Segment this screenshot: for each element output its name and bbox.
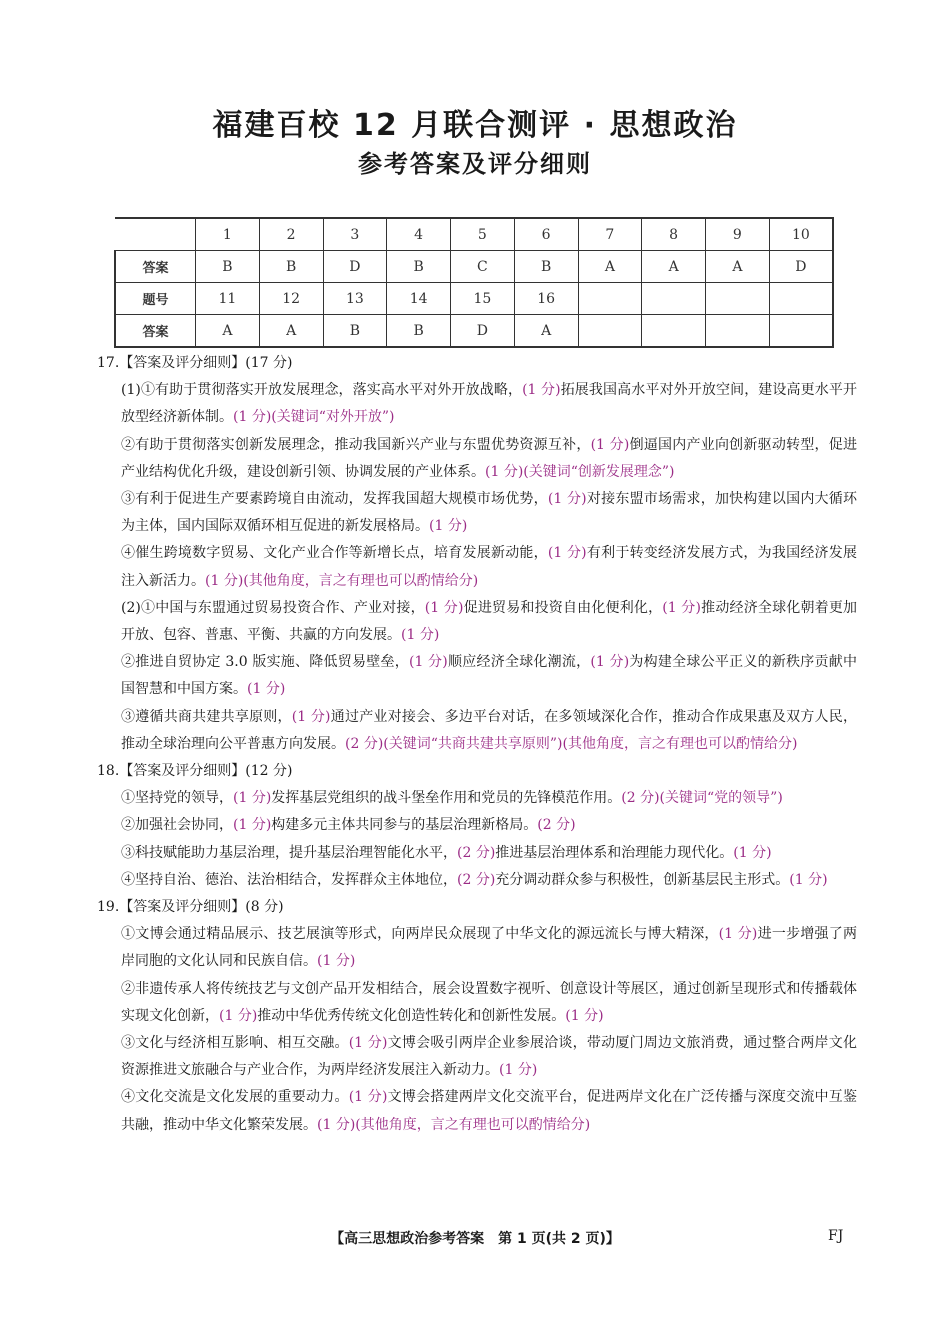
answer-text: ②非遗传承人将传统技艺与文创产品开发相结合，展会设置数字视听、创意设计等展区，通过创新呈现形式和传播载体实现文化创新， [121, 980, 857, 1024]
answer-text: ③文化与经济相互影响、相互交融。 [121, 1035, 349, 1052]
question-heading: 17.【答案及评分细则】(17 分) [97, 355, 293, 371]
score-note: (1 分) [789, 871, 828, 888]
score-note: (1 分) [733, 844, 772, 861]
table-cell: B [259, 251, 323, 283]
answer-paragraph [97, 486, 857, 540]
table-cell [769, 283, 833, 315]
answer-paragraph [97, 867, 857, 894]
answer-paragraph [97, 1030, 857, 1084]
table-cell: 3 [323, 218, 387, 251]
table-row [115, 218, 833, 251]
table-row [115, 283, 833, 315]
answer-paragraph [97, 1084, 857, 1138]
table-cell: 5 [451, 218, 515, 251]
table-cell: 2 [259, 218, 323, 251]
table-cell: A [642, 251, 706, 283]
score-note: (2 分) [457, 844, 496, 861]
table-cell: A [259, 315, 323, 348]
table-cell-label: 答案 [115, 315, 196, 348]
table-cell: D [451, 315, 515, 348]
score-note: (1 分) [401, 627, 440, 644]
table-cell: B [196, 251, 260, 283]
score-note: (1 分) [233, 790, 272, 807]
answer-text: 推进基层治理体系和治理能力现代化。 [495, 844, 734, 861]
answer-text: ③遵循共商共建共享原则， [121, 708, 292, 725]
table-cell: A [196, 315, 260, 348]
answer-text: 为构建全球公平正义的新秩序贡献中国智慧和中国方案。 [121, 654, 858, 698]
answer-table [114, 217, 834, 348]
answer-text: 顺应经济全球化潮流， [447, 654, 591, 671]
score-note: (1 分) [590, 436, 630, 453]
answer-text: ④文化交流是文化发展的重要动力。 [121, 1089, 349, 1106]
table-cell [706, 315, 770, 348]
answer-text: 对接东盟市场需求，加快构建以国内大循环为主体，国内国际双循环相互促进的新发展格局。 [121, 491, 858, 535]
table-cell: 6 [514, 218, 578, 251]
table-cell: A [706, 251, 770, 283]
answer-paragraph [97, 976, 857, 1030]
answer-text: 发挥基层党组织的战斗堡垒作用和党员的先锋模范作用。 [271, 790, 622, 807]
page-subtitle: 参考答案及评分细则 [358, 150, 592, 178]
table-cell: B [387, 315, 451, 348]
score-note: (1 分) [590, 654, 630, 671]
table-row [115, 251, 833, 283]
question-heading: 19.【答案及评分细则】(8 分) [97, 899, 284, 916]
score-note: (1 分)(关键词“创新发展理念”) [485, 463, 675, 480]
answer-text: 倒逼国内产业向创新驱动转型，促进产业结构优化升级，建设创新引领、协调发展的产业体系。 [121, 436, 858, 480]
answer-paragraph [97, 377, 857, 431]
answer-paragraph [97, 840, 857, 867]
table-cell: 11 [196, 283, 260, 315]
page-title: 福建百校 12 月联合测评 · 思想政治 [212, 108, 738, 143]
score-note: (1 分) [547, 545, 587, 562]
answer-text: 充分调动群众参与积极性，创新基层民主形式。 [495, 871, 790, 888]
score-note: (1 分) [247, 681, 286, 698]
table-cell: 12 [259, 283, 323, 315]
table-cell-label [115, 218, 196, 251]
table-cell: B [514, 251, 578, 283]
score-note: (1 分)(其他角度，言之有理也可以酌情给分) [317, 1116, 591, 1133]
score-note: (1 分) [565, 1007, 604, 1024]
answer-text: 进一步增强了两岸同胞的文化认同和民族自信。 [121, 926, 858, 970]
answer-paragraph [97, 649, 857, 703]
answer-text: ①坚持党的领导， [121, 790, 233, 807]
answer-paragraph [97, 921, 857, 975]
answer-paragraph [97, 704, 857, 758]
answer-text: 文博会吸引两岸企业参展洽谈，带动厦门周边文旅消费，通过整合两岸文化资源推进文旅融合与产业合作，为两岸经济发展注入新动力。 [121, 1035, 858, 1079]
score-note: (2 分)(关键词“共商共建共享原则”)(其他角度，言之有理也可以酌情给分) [345, 735, 798, 752]
score-note: (1 分) [424, 599, 464, 616]
score-note: (1 分)(关键词“对外开放”) [233, 409, 395, 426]
score-note: (1 分) [547, 491, 587, 508]
answer-text: 推动经济全球化朝着更加开放、包容、普惠、平衡、共赢的方向发展。 [121, 599, 858, 644]
score-note: (2 分) [457, 871, 496, 888]
answer-text: ①文博会通过精品展示、技艺展演等形式，向两岸民众展现了中华文化的源远流长与博大精深， [121, 926, 719, 943]
table-cell: A [514, 315, 578, 348]
table-cell [769, 315, 833, 348]
table-cell: A [578, 251, 642, 283]
table-cell [642, 315, 706, 348]
table-cell: 14 [387, 283, 451, 315]
table-cell: D [323, 251, 387, 283]
table-cell: 4 [387, 218, 451, 251]
answer-text: 文博会搭建两岸文化交流平台，促进两岸文化在广泛传播与深度交流中互鉴共融，推动中华文化繁荣发展。 [121, 1089, 858, 1133]
answer-text: 构建多元主体共同参与的基层治理新格局。 [271, 817, 538, 834]
question-heading: 18.【答案及评分细则】(12 分) [97, 763, 293, 780]
answer-text: ②推进自贸协定 3.0 版实施、降低贸易壁垒， [121, 654, 409, 671]
score-note: (2 分) [537, 817, 576, 834]
region-code: FJ [828, 1228, 844, 1244]
page-footer: 【高三思想政治参考答案 第 1 页(共 2 页)】 [330, 1231, 620, 1247]
score-note: (1 分) [522, 382, 561, 399]
score-note: (1 分) [317, 953, 356, 970]
table-cell [578, 315, 642, 348]
answer-content [97, 350, 857, 1139]
table-cell: 15 [451, 283, 515, 315]
answer-paragraph [97, 812, 857, 839]
score-note: (1 分) [291, 708, 331, 725]
answer-text: ③有利于促进生产要素跨境自由流动，发挥我国超大规模市场优势， [121, 491, 548, 508]
score-note: (1 分) [233, 817, 272, 834]
answer-text: 通过产业对接会、多边平台对话，在多领域深化合作，推动合作成果惠及双方人民，推动全球治理向公平普惠方向发展。 [121, 708, 858, 752]
answer-text: (2)①中国与东盟通过贸易投资合作、产业对接， [121, 599, 425, 616]
score-note: (1 分) [662, 599, 701, 616]
answer-text: (1)①有助于贯彻落实开放发展理念，落实高水平对外开放战略， [121, 382, 523, 399]
answer-text: 促进贸易和投资自由化便利化， [463, 599, 663, 616]
answer-paragraph [97, 432, 857, 486]
table-cell: 10 [769, 218, 833, 251]
table-cell: 16 [514, 283, 578, 315]
answer-text: 有利于转变经济发展方式，为我国经济发展注入新活力。 [121, 545, 858, 589]
score-note: (1 分) [429, 518, 468, 535]
answer-text: 推动中华优秀传统文化创造性转化和创新性发展。 [257, 1007, 566, 1024]
table-cell: B [387, 251, 451, 283]
answer-text: ②加强社会协同， [121, 817, 233, 834]
score-note: (2 分)(关键词“党的领导”) [621, 790, 783, 807]
score-note: (1 分) [499, 1062, 538, 1079]
answer-text: ②有助于贯彻落实创新发展理念，推动我国新兴产业与东盟优势资源互补， [121, 436, 591, 453]
table-cell: 8 [642, 218, 706, 251]
score-note: (1 分) [408, 654, 448, 671]
table-cell: 9 [706, 218, 770, 251]
table-cell: 7 [578, 218, 642, 251]
answer-paragraph [97, 540, 857, 594]
table-cell [578, 283, 642, 315]
table-cell: 13 [323, 283, 387, 315]
table-cell: 1 [196, 218, 260, 251]
score-note: (1 分)(其他角度，言之有理也可以酌情给分) [205, 572, 479, 589]
answer-text: 拓展我国高水平对外开放空间，建设高更水平开放型经济新体制。 [121, 382, 857, 426]
table-row [115, 315, 833, 348]
score-note: (1 分) [348, 1089, 388, 1106]
table-cell: D [769, 251, 833, 283]
table-cell-label: 题号 [115, 283, 196, 315]
score-note: (1 分) [718, 926, 758, 943]
answer-text: ④坚持自治、德治、法治相结合，发挥群众主体地位， [121, 871, 457, 888]
answer-paragraph [97, 595, 857, 649]
table-cell: B [323, 315, 387, 348]
table-cell [706, 283, 770, 315]
score-note: (1 分) [219, 1007, 258, 1024]
answer-text: ④催生跨境数字贸易、文化产业合作等新增长点，培育发展新动能， [121, 545, 548, 562]
answer-paragraph [97, 785, 857, 812]
score-note: (1 分) [348, 1035, 388, 1052]
table-cell-label: 答案 [115, 251, 196, 283]
answer-text: ③科技赋能助力基层治理，提升基层治理智能化水平， [121, 844, 457, 861]
table-cell: C [451, 251, 515, 283]
table-cell [642, 283, 706, 315]
